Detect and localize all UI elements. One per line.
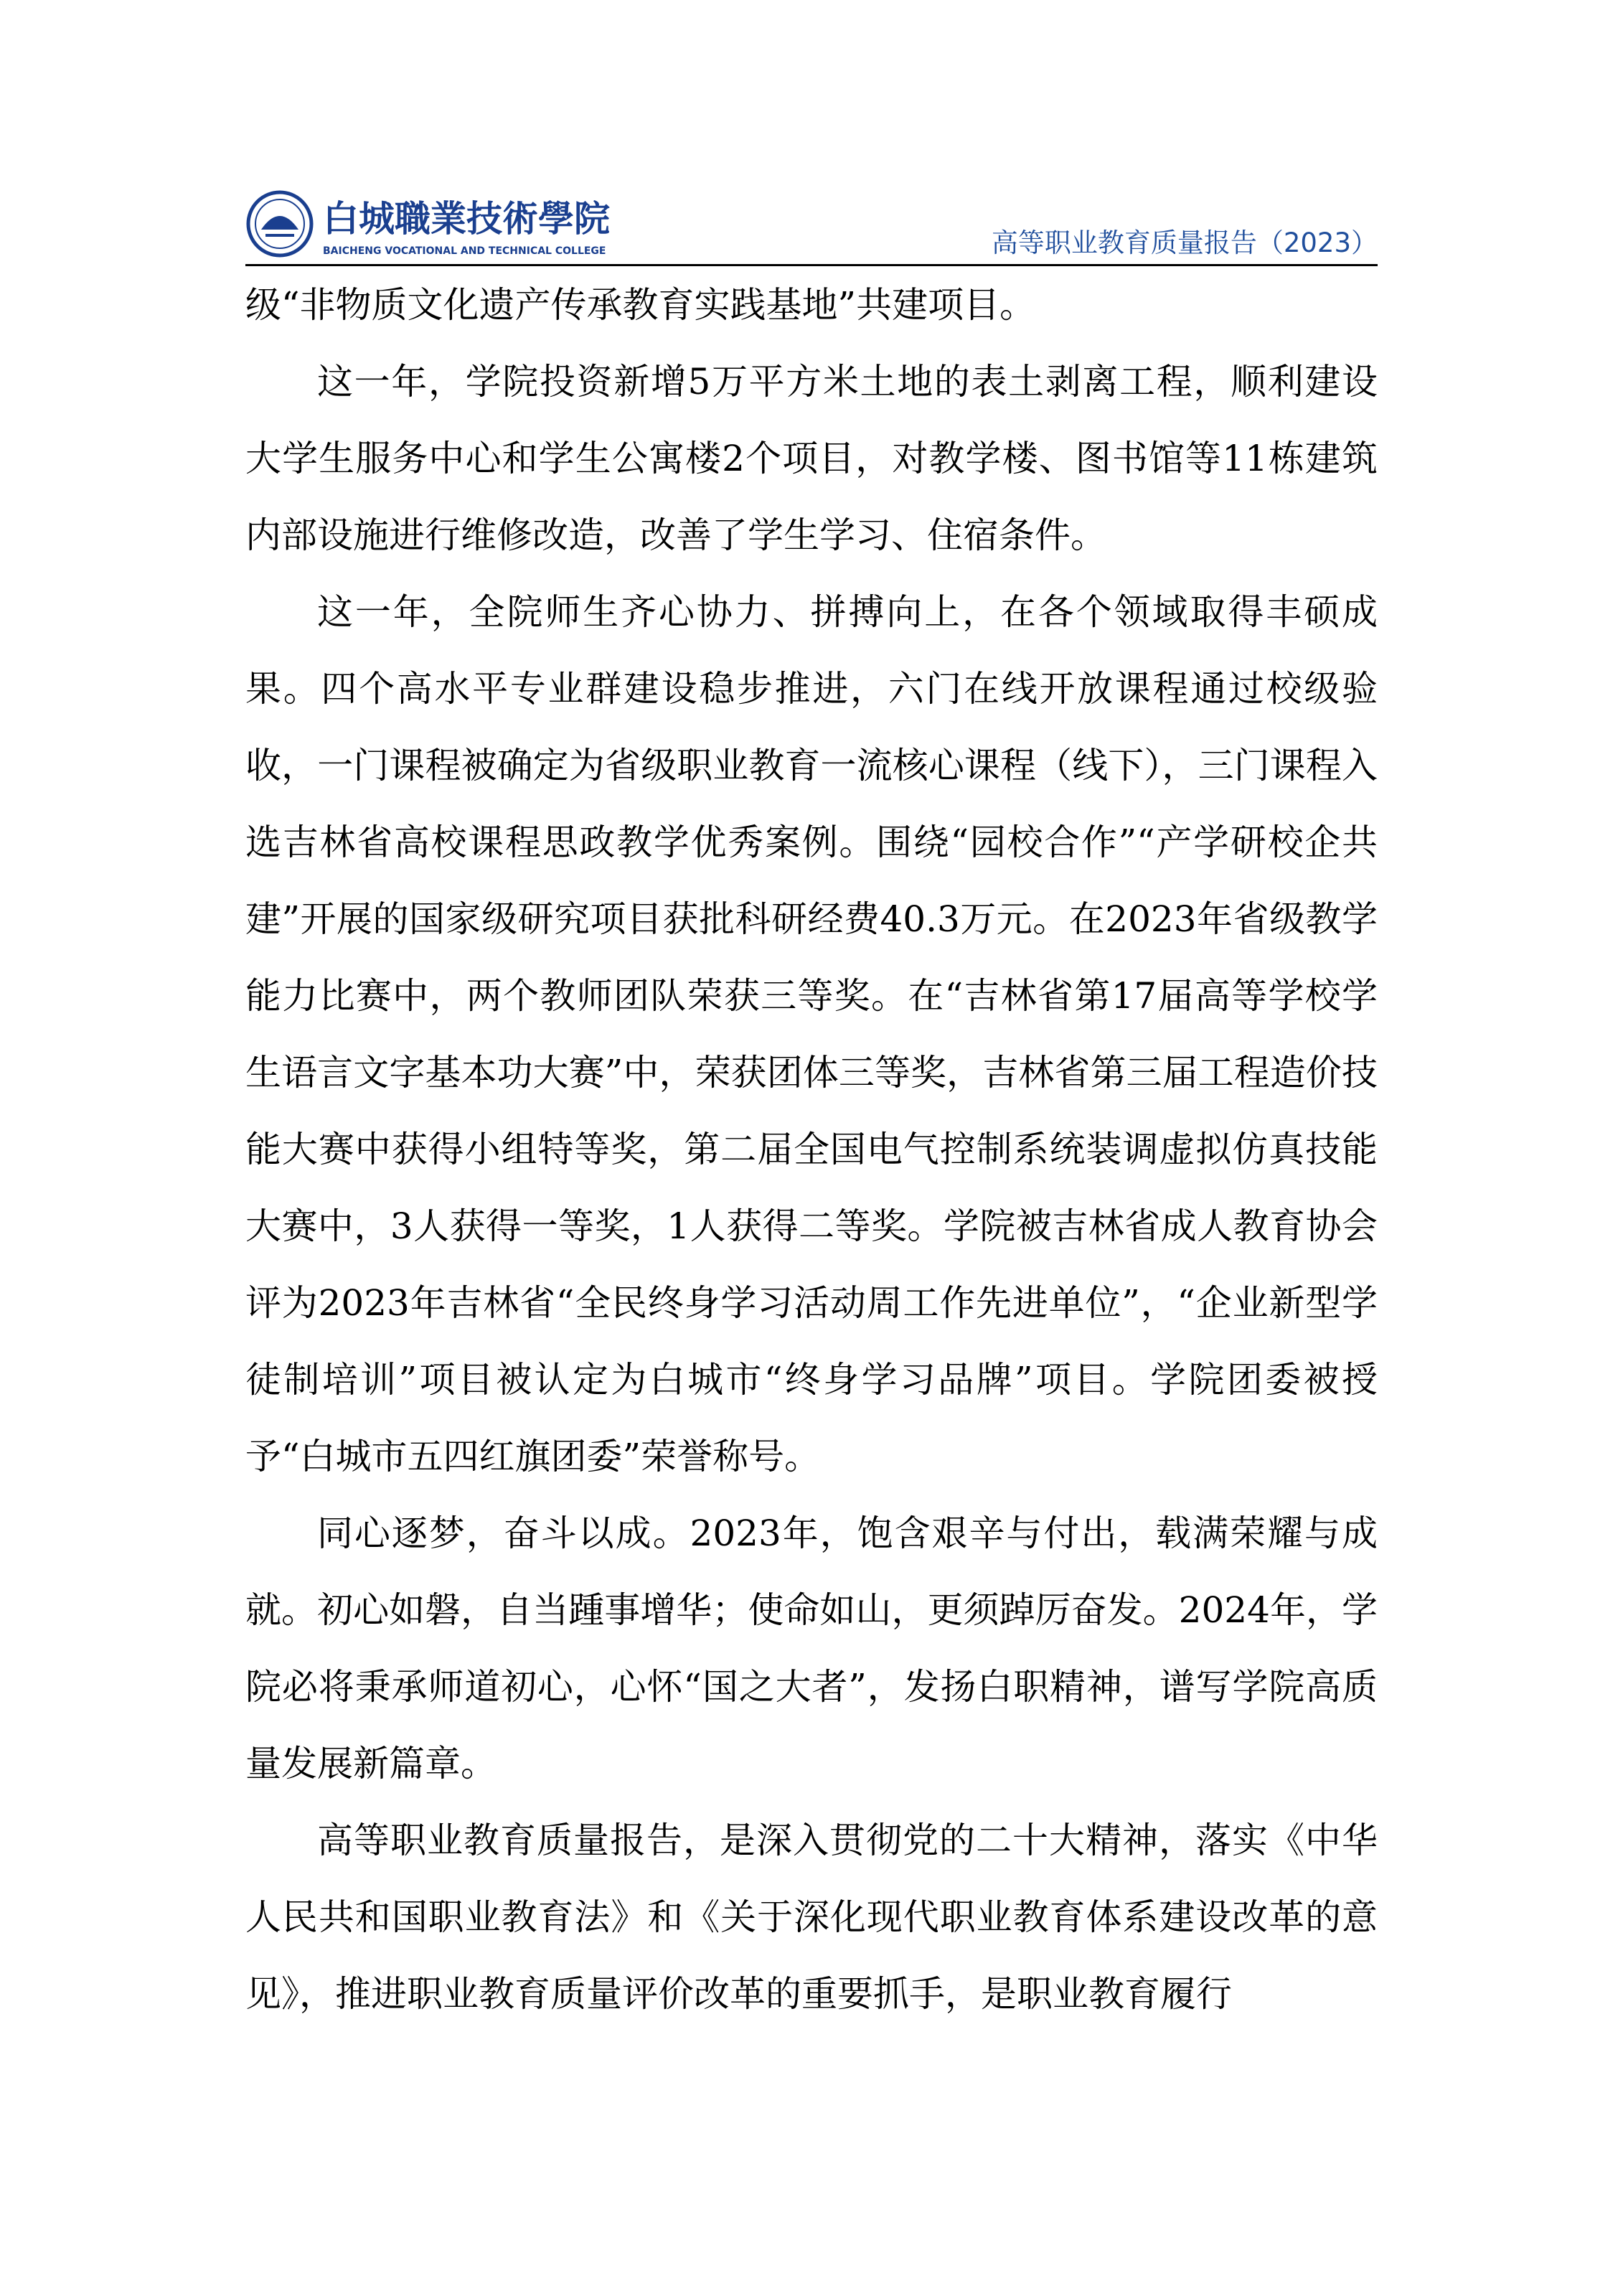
report-title: 高等职业教育质量报告（2023） [991,227,1378,258]
college-logo [245,188,647,260]
document-body [245,267,1378,2033]
paragraph-2: 这一年，学院投资新增5万平方米土地的表土剥离工程，顺利建设大学生服务中心和学生公寓楼2个项目，对教学楼、图书馆等11栋建筑内部设施进行维修改造，改善了学生学习、住宿条件。 [245,361,1378,556]
page-header [245,188,1378,265]
paragraph-4: 同心逐梦，奋斗以成。2023年，饱含艰辛与付出，载满荣耀与成就。初心如磐，自当踵事增华；使命如山，更须踔厉奋发。2024年，学院必将秉承师道初心，心怀“国之大者”，发扬白职精神，谱写学院高质量发展新篇章。 [245,1512,1378,1784]
paragraph-5: 高等职业教育质量报告，是深入贯彻党的二十大精神，落实《中华人民共和国职业教育法》和《关于深化现代职业教育体系建设改革的意见》，推进职业教育质量评价改革的重要抓手，是职业教育履行 [245,1820,1378,2015]
logo-chinese-name: 白城職業技術學院 [323,197,610,240]
paragraph-3: 这一年，全院师生齐心协力、拼搏向上，在各个领域取得丰硕成果。四个高水平专业群建设稳步推进，六门在线开放课程通过校级验收，一门课程被确定为省级职业教育一流核心课程（线下），三门课程入选吉林省高校课程思政教学优秀案例。围绕“园校合作”“产学研校企共建”开展的国家级研究项目获批科研经费40.3万元。在2023年省级教学能力比赛中，两个教师团队荣获三等奖。在“吉林省第17届高等学校学生语言文字基本功大赛”中，荣获团体三等奖，吉林省第三届工程造价技能大赛中获得小组特等奖，第二届全国电气控制系统装调虚拟仿真技能大赛中，3人获得一等奖，1人获得二等奖。学院被吉林省成人教育协会评为2023年吉林省“全民终身学习活动周工作先进单位”，“企业新型学徒制培训”项目被认定为白城市“终身学习品牌”项目。学院团委被授予“白城市五四红旗团委”荣誉称号。 [245,591,1378,1477]
header-divider [245,264,1378,266]
logo-english-name: BAICHENG VOCATIONAL AND TECHNICAL COLLEGE [323,245,606,257]
paragraph-1: 级“非物质文化遗产传承教育实践基地”共建项目。 [245,284,1036,326]
